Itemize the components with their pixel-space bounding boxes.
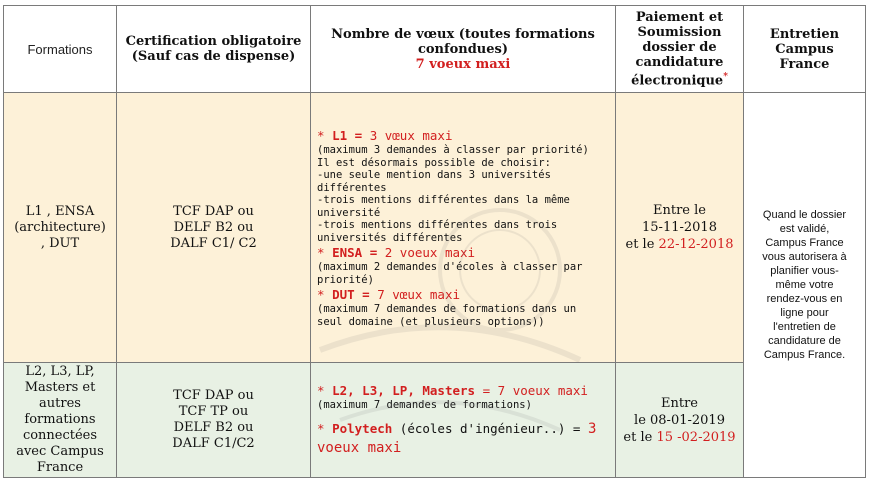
row1-date-end: 22-12-2018	[658, 237, 734, 252]
entretien-line8: ligne pour	[780, 307, 829, 319]
header-voeux-line1: Nombre de vœux (toutes formations	[331, 26, 595, 42]
entretien-line10: candidature de	[768, 335, 841, 347]
row2-date-end: 15 -02-2019	[656, 429, 736, 445]
ensa-star: *	[317, 245, 333, 260]
header-entretien-line2: Campus	[775, 41, 834, 57]
row2-cert-line4: DALF C1/C2	[172, 436, 255, 451]
ensa-note-b: priorité)	[317, 273, 374, 286]
masters-value: = 7 voeux maxi	[475, 383, 588, 399]
poly-value-text: voeux maxi	[317, 439, 402, 456]
masters-note: (maximum 7 demandes de formations)	[317, 399, 532, 412]
masters-keyword: L2, L3, LP, Masters	[332, 383, 476, 399]
ensa-keyword: ENSA =	[332, 245, 385, 260]
l1-option1a: -une seule mention dans 3 universités	[317, 169, 551, 181]
row-l2-masters	[4, 363, 866, 478]
header-voeux-max: 7 voeux maxi	[415, 56, 511, 72]
header-row	[4, 6, 866, 93]
l1-option2a: -trois mentions différentes dans la même	[317, 194, 570, 206]
dut-rule	[317, 286, 612, 303]
header-formations	[4, 6, 117, 93]
header-entretien	[744, 6, 866, 93]
l1-option3b: universités différentes	[317, 231, 463, 244]
row1-formation-line1: L1 , ENSA	[25, 203, 95, 219]
row1-voeux	[311, 93, 616, 363]
l1-rule	[317, 127, 612, 144]
inscription-table	[3, 5, 866, 478]
row2-date-line1: Entre	[661, 395, 698, 411]
row1-cert-line2: DELF B2 ou	[173, 219, 254, 235]
entretien-line2: est validé,	[779, 223, 830, 235]
row1-dates	[616, 93, 744, 363]
entretien-line6: même votre	[775, 279, 834, 291]
entretien-line3: Campus France	[765, 237, 844, 249]
entretien-line11: Campus France.	[763, 349, 846, 361]
header-cert-line1: Certification obligatoire	[125, 34, 302, 49]
row2-formation-line1: L2, L3, LP,	[25, 364, 95, 379]
header-paiement-line5	[619, 70, 740, 88]
ensa-value: 2 voeux maxi	[384, 245, 476, 260]
row2-cert-line3: DELF B2 ou	[173, 420, 254, 435]
l1-keyword: L1 =	[332, 128, 370, 143]
header-paiement-line1: Paiement et	[635, 9, 724, 25]
row1-date-line1: Entre le	[653, 203, 706, 218]
row-l1	[4, 93, 866, 363]
header-paiement-text: électronique	[631, 73, 724, 89]
row1-formation-line3: , DUT	[40, 235, 80, 251]
row1-date-mid: et le	[625, 237, 659, 252]
masters-rule	[317, 382, 612, 399]
l1-value: 3 vœux maxi	[369, 128, 453, 143]
row2-cert-line2: TCF TP ou	[178, 404, 249, 419]
ensa-rule	[317, 244, 612, 261]
dut-note-a: (maximum 7 demandes de formations dans un	[317, 303, 577, 315]
row2-date-mid: et le	[623, 429, 657, 445]
ensa-note-a: (maximum 2 demandes d'écoles à classer par	[317, 261, 583, 273]
l1-option1b: différentes	[317, 181, 387, 194]
entretien-line7: rendez-vous en	[766, 293, 843, 305]
header-voeux-line2: confondues)	[417, 41, 509, 57]
row1-certification	[117, 93, 311, 363]
l1-option3a: -trois mentions différentes dans trois	[317, 219, 558, 231]
header-certification	[117, 6, 311, 93]
l1-option2b: université	[317, 206, 381, 219]
row2-formation-line5: connectées	[22, 428, 98, 443]
row1-date-end-line	[619, 236, 740, 253]
row2-date-start: le 08-01-2019	[634, 412, 725, 428]
header-entretien-line3: France	[779, 56, 830, 72]
poly-note: (écoles d'ingénieur..) =	[392, 420, 588, 436]
header-formations-label: Formations	[27, 41, 93, 57]
entretien-line5: planifier vous-	[770, 265, 839, 277]
dut-star: *	[317, 287, 333, 302]
row1-formation	[4, 93, 117, 363]
row2-formation-line4: formations	[24, 412, 96, 427]
entretien-line1: Quand le dossier	[762, 209, 847, 221]
masters-star: *	[317, 383, 333, 399]
header-paiement-line2: Soumission	[637, 24, 722, 40]
row1-cert-line1: TCF DAP ou	[173, 203, 254, 219]
header-paiement-line4: candidature	[635, 54, 724, 70]
header-paiement-star: *	[723, 71, 728, 82]
row1-cert-line3: DALF C1/ C2	[170, 235, 257, 251]
l1-star: *	[317, 128, 333, 143]
row2-voeux	[311, 363, 616, 478]
entretien-line9: l'entretien de	[773, 321, 836, 333]
header-voeux	[311, 6, 616, 93]
header-entretien-line1: Entretien	[769, 26, 840, 42]
l1-possible: Il est désormais possible de choisir:	[317, 156, 551, 169]
dut-keyword: DUT =	[332, 287, 378, 302]
header-cert-line2: (Sauf cas de dispense)	[131, 49, 296, 64]
row2-cert-line1: TCF DAP ou	[173, 388, 254, 403]
polytech-rule	[317, 420, 612, 439]
row2-formation-line7: France	[36, 460, 84, 475]
poly-star: *	[317, 420, 333, 436]
dut-note-b: seul domaine (et plusieurs options))	[317, 315, 545, 328]
header-paiement	[616, 6, 744, 93]
row2-certification	[117, 363, 311, 478]
row2-formation-line6: avec Campus	[16, 444, 104, 459]
row2-formation-line3: autres	[39, 396, 81, 411]
spacer	[317, 412, 612, 420]
entretien-cell	[744, 93, 866, 478]
row2-formation	[4, 363, 117, 478]
row1-date-start: 15-11-2018	[642, 220, 717, 235]
row1-formation-line2: (architecture)	[14, 219, 106, 235]
poly-value-num: 3	[587, 420, 597, 437]
poly-keyword: Polytech	[332, 420, 393, 436]
dut-value: 7 vœux maxi	[377, 287, 461, 302]
row2-formation-line2: Masters et	[24, 380, 96, 395]
row2-dates	[616, 363, 744, 478]
l1-note: (maximum 3 demandes à classer par priorité)	[317, 144, 589, 156]
header-paiement-line3: dossier de	[642, 39, 717, 55]
entretien-line4: vous autorisera à	[762, 251, 847, 263]
row2-date-end-line	[619, 429, 740, 446]
